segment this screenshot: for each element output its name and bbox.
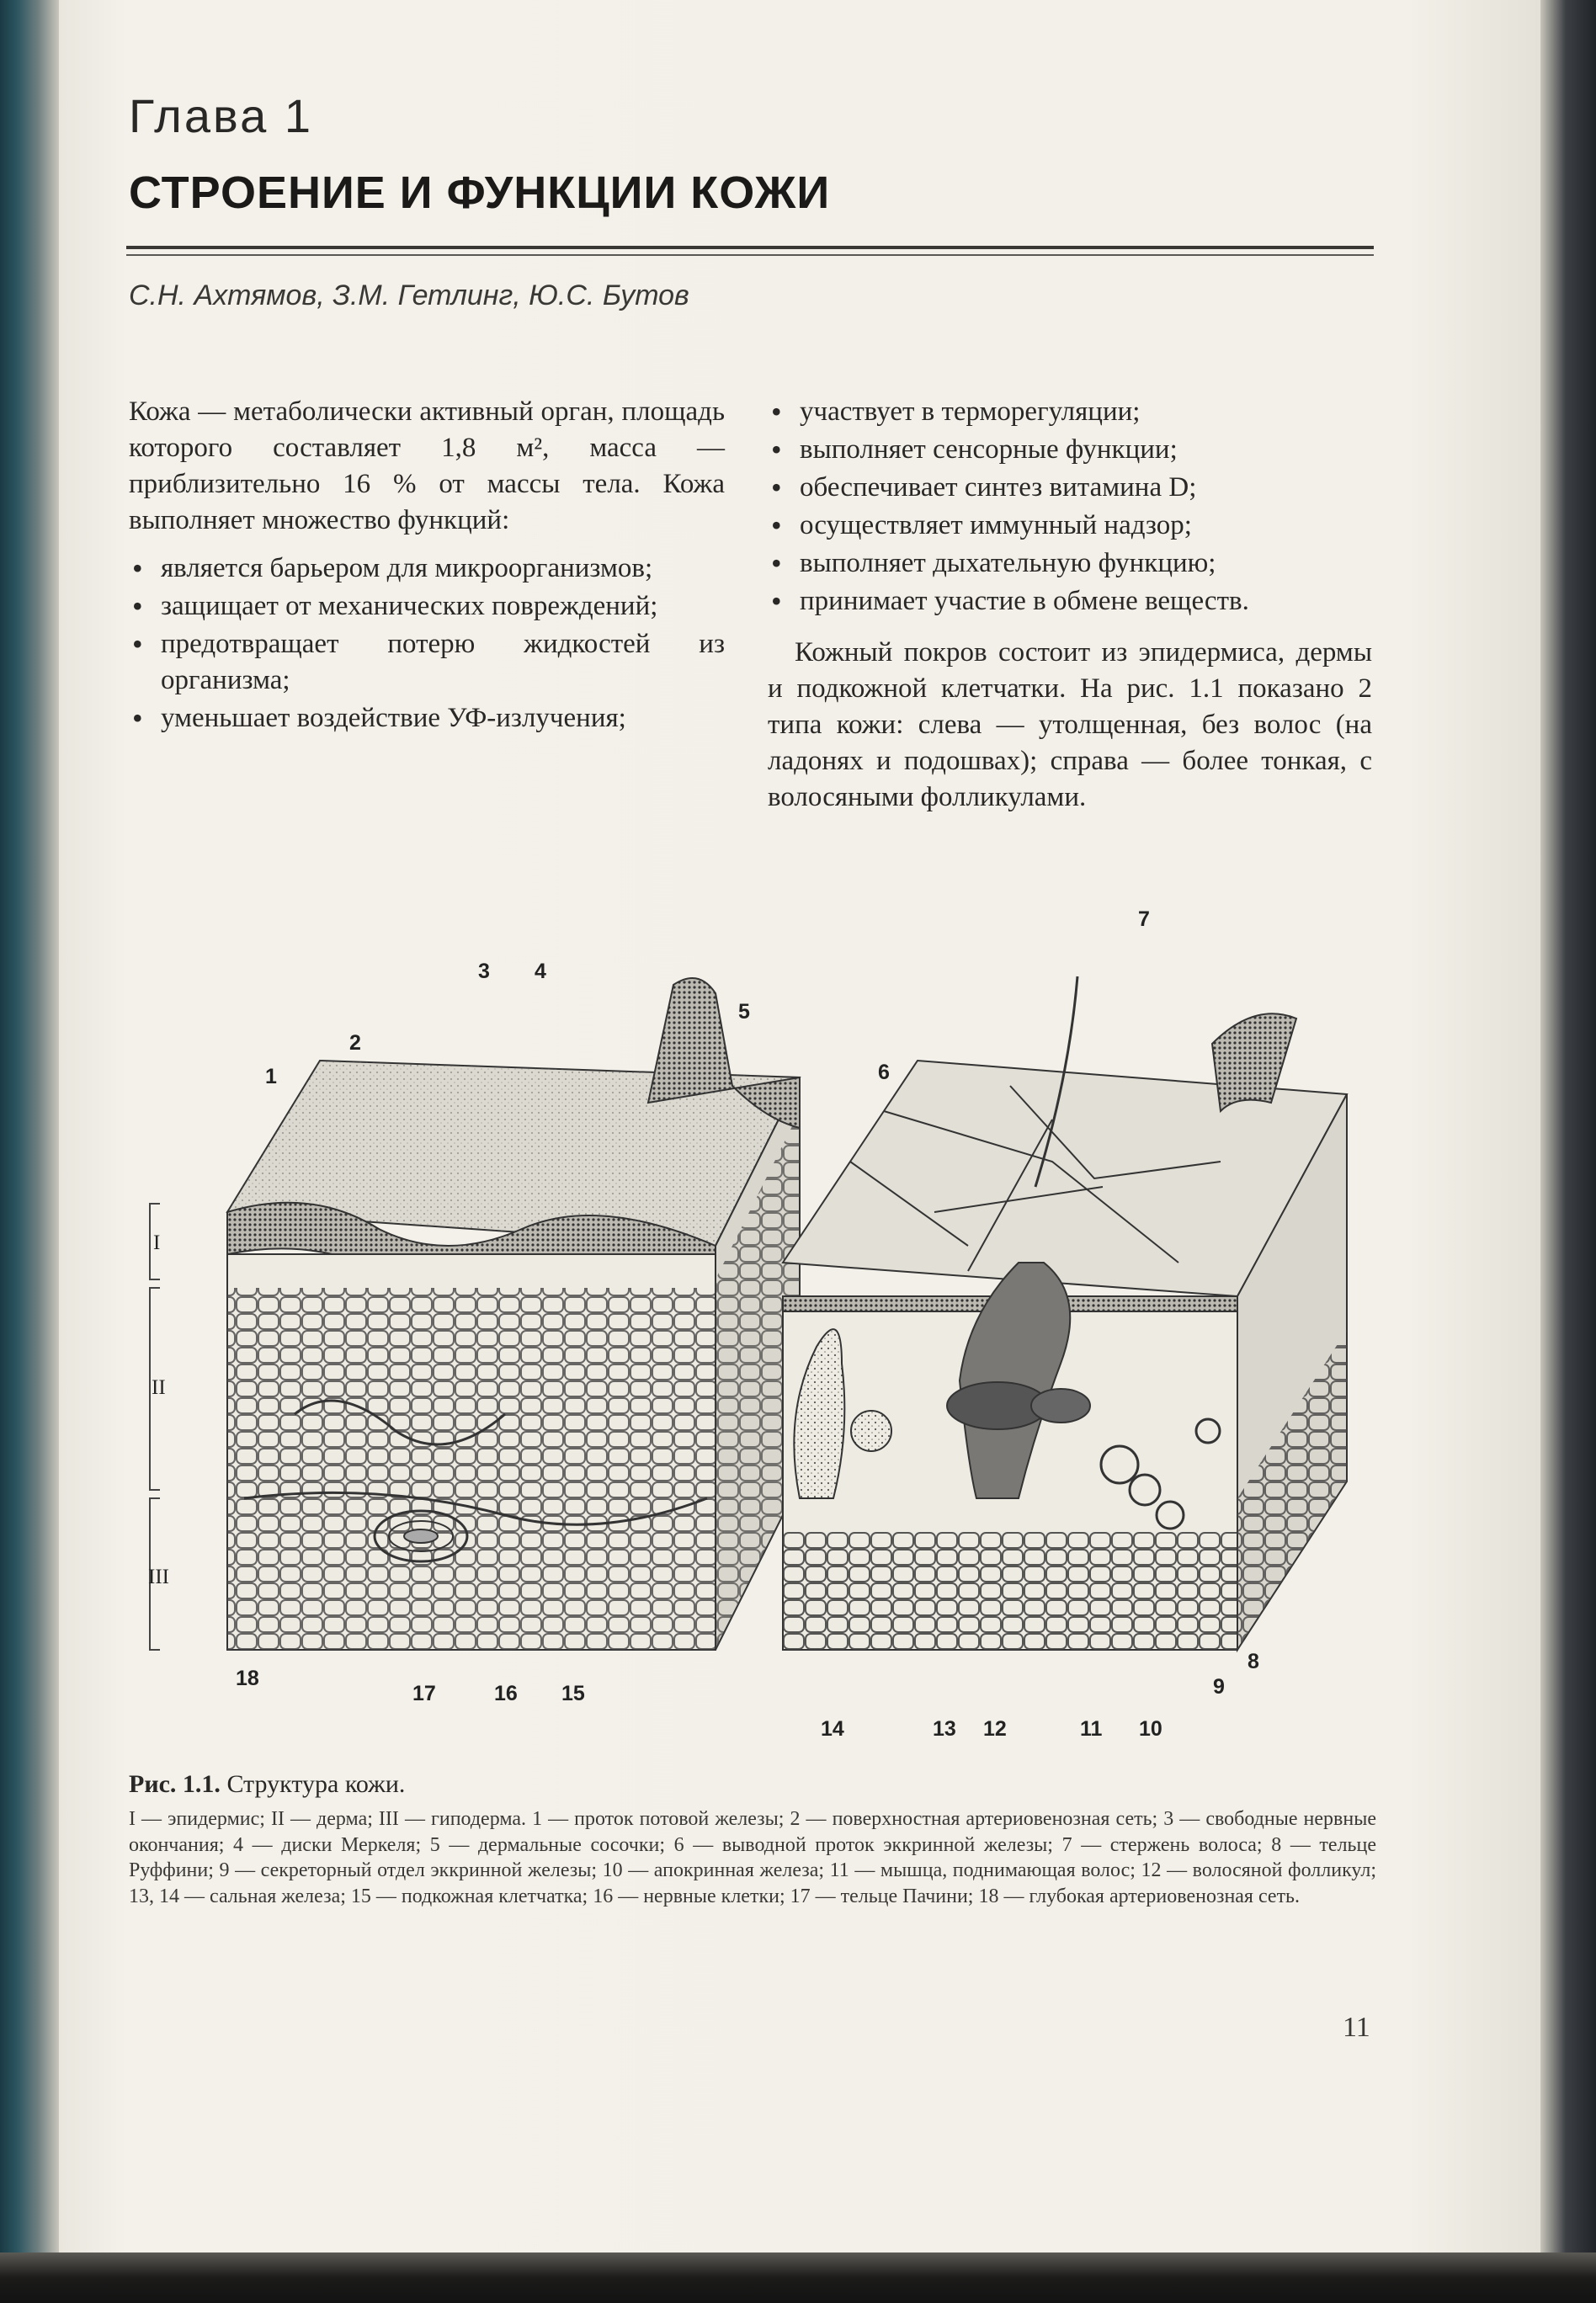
list-item: • предотвращает потерю жидкостей из организма; [129, 626, 725, 699]
figure-label-2: 2 [349, 1031, 361, 1055]
figure-label-16: 16 [494, 1682, 518, 1705]
intro-paragraph: Кожа — метаболически активный орган, площадь которого составляет 1,8 м², масса — приблизительно 16 % от массы тела. Кожа выполняет множество функций: [129, 396, 725, 535]
figure-label-3: 3 [478, 960, 490, 983]
skin-structure-figure [126, 909, 1389, 1763]
figure-label-5: 5 [738, 1000, 750, 1024]
figure-label-8: 8 [1248, 1650, 1259, 1673]
figure-label-1: 1 [265, 1065, 277, 1088]
figure-label-10: 10 [1139, 1717, 1162, 1741]
figure-label-14: 14 [821, 1717, 844, 1741]
list-item: • защищает от механических повреждений; [129, 588, 725, 625]
figure-caption-title [129, 1770, 405, 1799]
list-item: • является барьером для микроорганизмов; [129, 550, 725, 587]
scan-bottom-shadow [0, 2252, 1596, 2303]
figure-label-17: 17 [412, 1682, 436, 1705]
list-item: • обеспечивает синтез витамина D; [768, 470, 1372, 506]
list-item: • участвует в терморегуляции; [768, 394, 1372, 430]
figure-label-11: 11 [1080, 1717, 1103, 1741]
thin-skin-block [783, 976, 1347, 1650]
page-number: 11 [1343, 2012, 1370, 2043]
thick-skin-block [227, 978, 800, 1650]
figure-label-18: 18 [236, 1667, 259, 1690]
figure-label-13: 13 [933, 1717, 956, 1741]
figure-caption: I — эпидермис; II — дерма; III — гиподерма. 1 — проток потовой железы; 2 — поверхностная артериовенозная сеть; 3 — свободные нервные окончания; 4 — диски Меркеля; 5 — дермальные сосочки; 6 — выводной проток эккринной железы; 7 — стержень волоса; 8 — тельце Руффини; 9 — секреторный отдел эккринной железы; 10 — апокринная железа; 11 — мышца, поднимающая волос; 12 — волосяной фолликул; 13, 14 — сальная железа; 15 — подкожная клетчатка; 16 — нервные клетки; 17 — тельце Пачини; 18 — глубокая артериовенозная сеть. [129, 1808, 1376, 1907]
figure-label-6: 6 [878, 1061, 890, 1084]
layer-label-hypodermis: III [148, 1566, 169, 1588]
chapter-title: СТРОЕНИЕ И ФУНКЦИИ КОЖИ [129, 168, 831, 218]
figure-label-9: 9 [1213, 1675, 1225, 1699]
figure-label-4: 4 [535, 960, 546, 983]
page-right-edge [1540, 0, 1596, 2303]
functions-list-left [129, 550, 725, 737]
authors: С.Н. Ахтямов, З.М. Гетлинг, Ю.С. Бутов [129, 279, 689, 311]
text-column-left [129, 394, 725, 738]
title-rule-thin [126, 254, 1374, 256]
list-item: • выполняет сенсорные функции; [768, 432, 1372, 468]
book-binding [0, 0, 59, 2303]
title-rule [126, 246, 1374, 249]
figure-label-15: 15 [561, 1682, 585, 1705]
chapter-label: Глава 1 [129, 89, 313, 142]
figure-label-12: 12 [983, 1717, 1007, 1741]
layer-label-epidermis: I [153, 1231, 161, 1254]
list-item: • выполняет дыхательную функцию; [768, 545, 1372, 582]
body-paragraph: Кожный покров состоит из эпидермиса, дермы и подкожной клетчатки. На рис. 1.1 показано 2 типа кожи: слева — утолщенная, без волос (на ладонях и подошвах); справа — более тонкая, с волосяными фолликулами. [768, 637, 1372, 812]
figure-label-7: 7 [1138, 907, 1150, 931]
figure-caption-prefix: Рис. 1.1. [129, 1770, 221, 1798]
figure-caption-heading: Структура кожи. [226, 1770, 406, 1798]
list-item: • осуществляет иммунный надзор; [768, 508, 1372, 544]
skin-diagram-illustration [126, 909, 1389, 1763]
functions-list-right [768, 394, 1372, 620]
layer-label-dermis: II [152, 1376, 166, 1399]
list-item: • принимает участие в обмене веществ. [768, 583, 1372, 620]
text-column-right [768, 394, 1372, 827]
list-item: • уменьшает воздействие УФ-излучения; [129, 700, 725, 737]
